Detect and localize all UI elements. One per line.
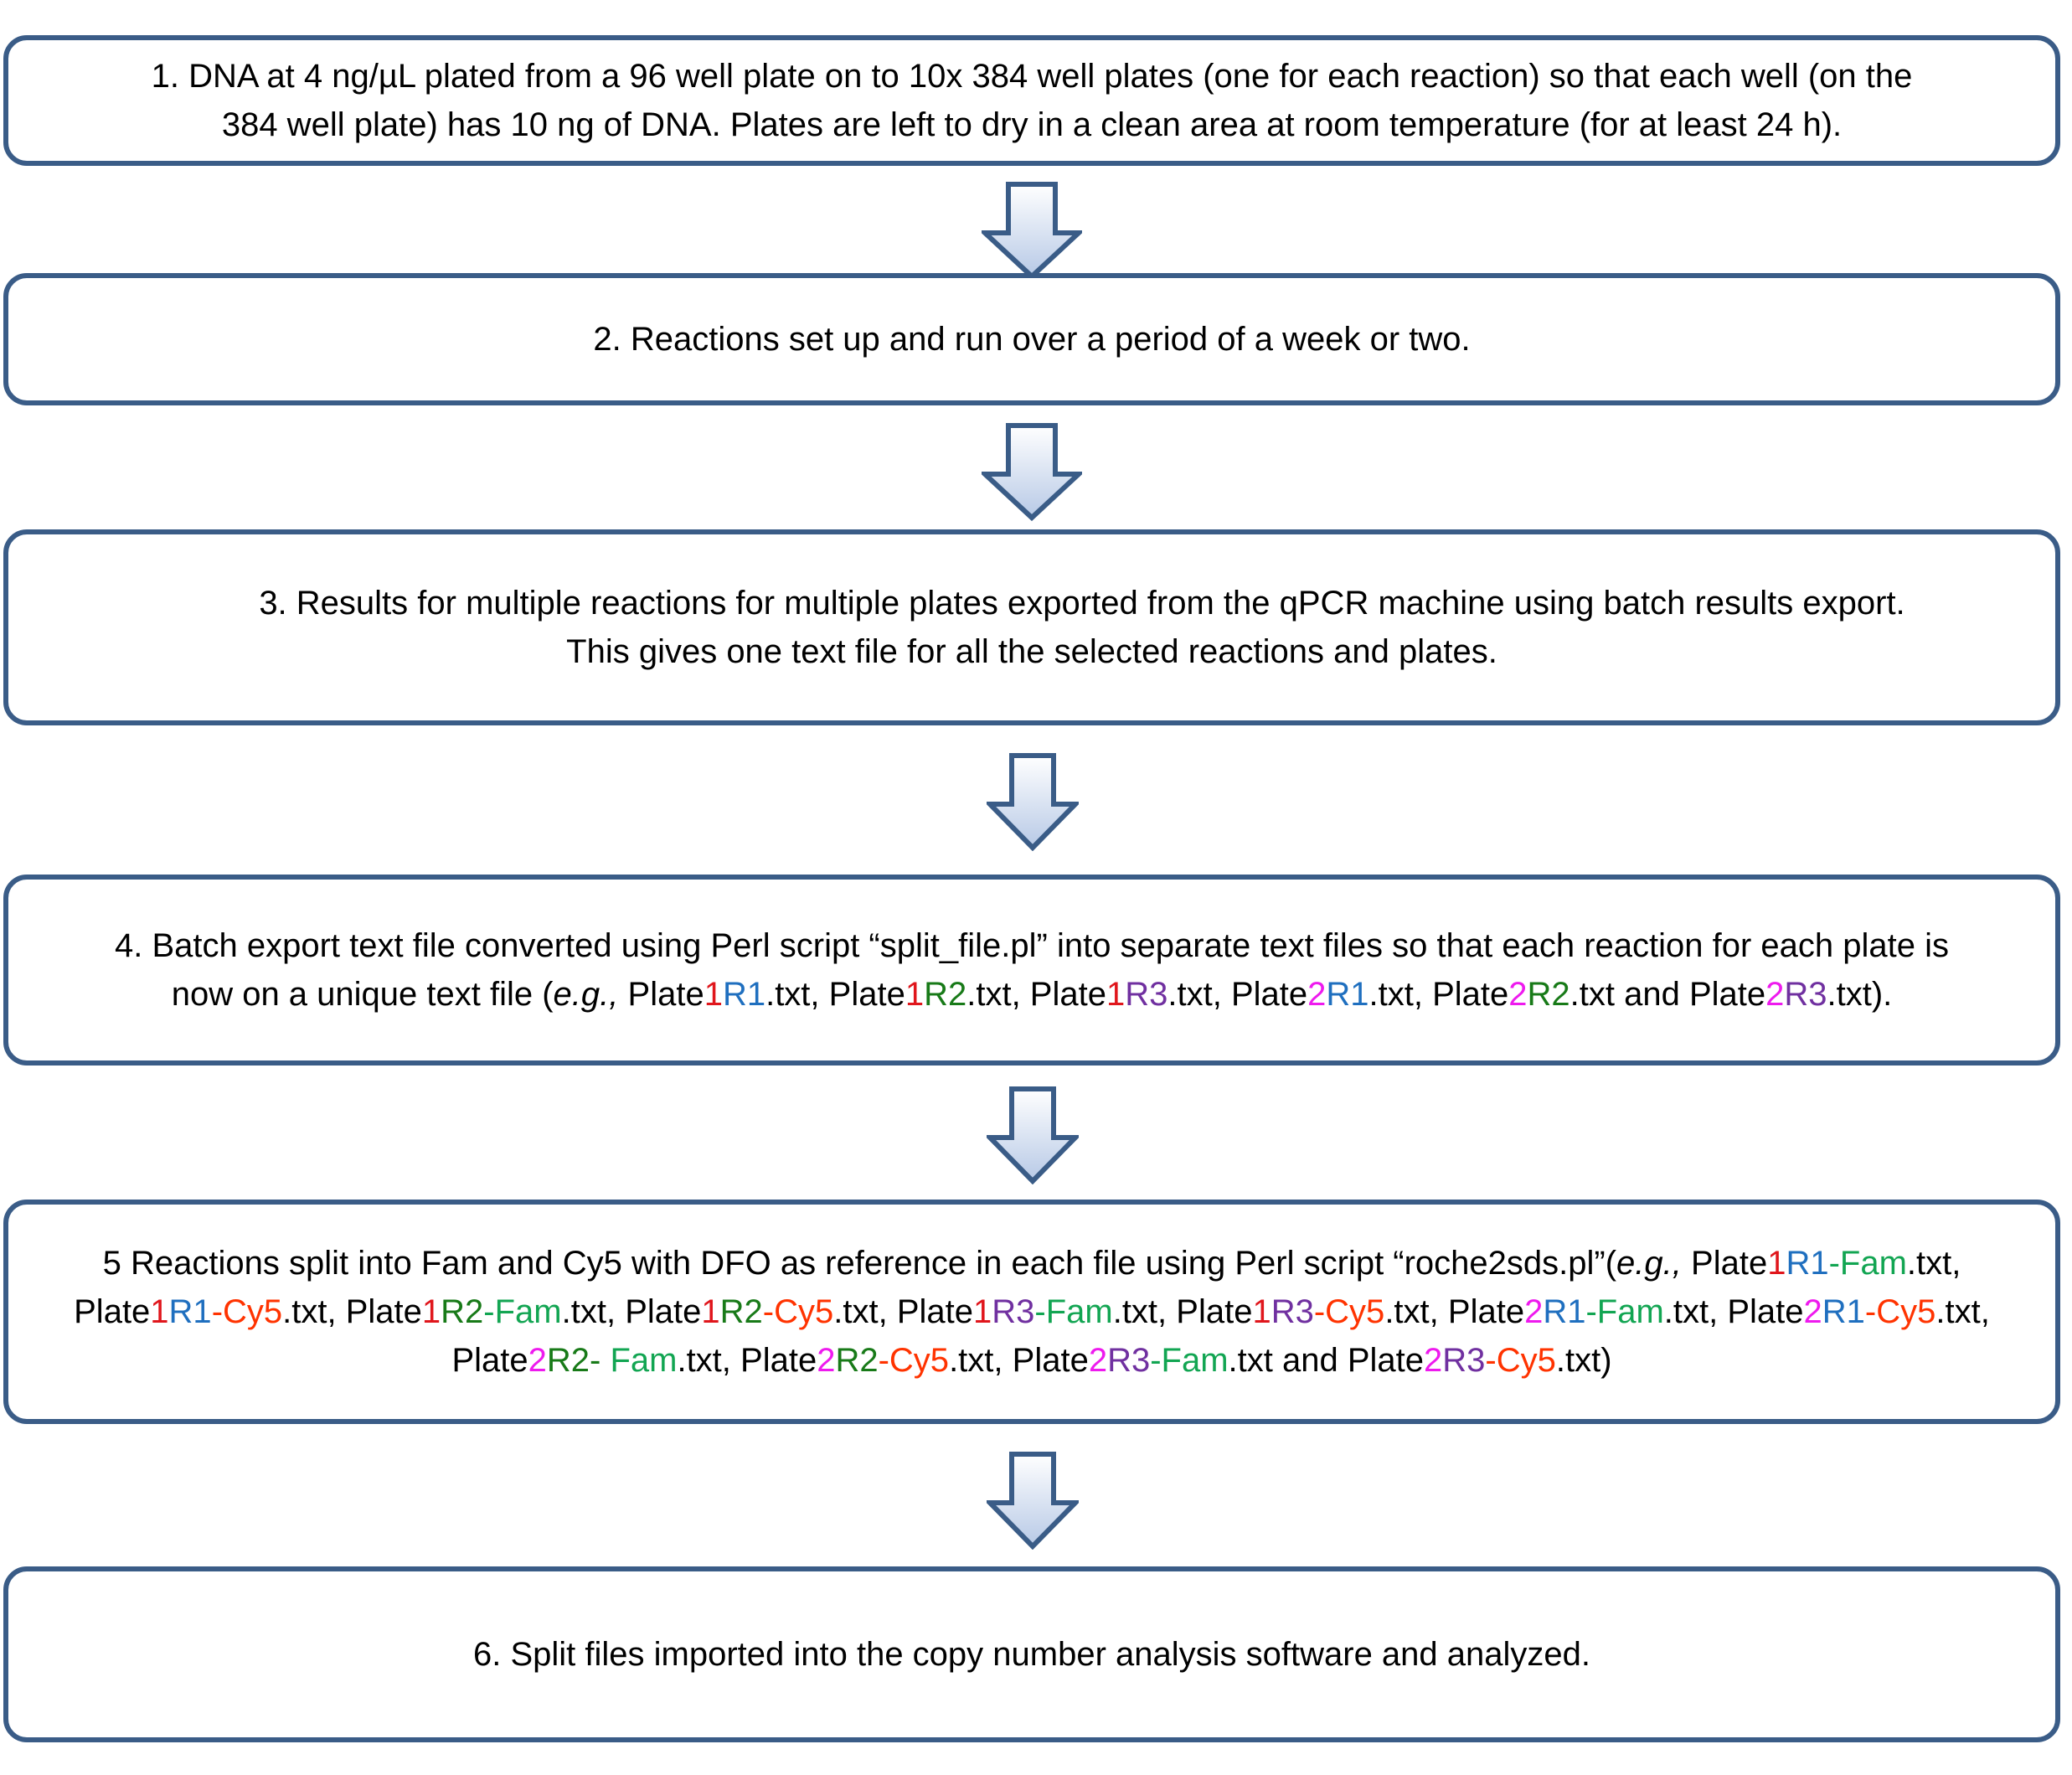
filename: Plate1R2-Fam.txt bbox=[345, 1293, 606, 1330]
filename: Plate2R1-Cy5.txt bbox=[1727, 1293, 1981, 1330]
filename: Plate2R1.txt bbox=[1230, 976, 1414, 1013]
step-2-text: 2. Reactions set up and run over a period of a week or two. bbox=[593, 321, 1471, 358]
filename: Plate1R2.txt bbox=[828, 976, 1012, 1013]
step-1-box bbox=[3, 35, 2060, 166]
down-arrow-4-icon bbox=[987, 1086, 1079, 1184]
filename: Plate2R3.txt bbox=[1688, 976, 1872, 1013]
filename: Plate1R3.txt bbox=[1029, 976, 1213, 1013]
filename: Plate2R3-Cy5.txt bbox=[1347, 1342, 1601, 1379]
filename: Plate2R2-Cy5.txt bbox=[740, 1342, 994, 1379]
down-arrow-1-icon bbox=[982, 181, 1082, 280]
filename: Plate1R3-Fam.txt bbox=[896, 1293, 1158, 1330]
step-3-text: 3. Results for multiple reactions for multiple plates exported from the qPCR machine using batch results export. This gives one text file for all the selected reactions and plates. bbox=[259, 585, 1905, 670]
filename: Plate1R1.txt bbox=[627, 976, 811, 1013]
step-4-text: 4. Batch export text file converted using Perl script “split_file.pl” into separate text files so that each reaction for each plate is now on a unique text file (e.g., Plate1R1.txt, Plate1R2.txt, Plate1R3.txt, Plate2R1.txt, Plate2R2.txt and Plate2R3.txt). bbox=[115, 927, 1949, 1013]
step-5-text: 5 Reactions split into Fam and Cy5 with DFO as reference in each file using Perl script “roche2sds.pl”(e.g., Plate1R1-Fam.txt, Plate1R1-Cy5.txt, Plate1R2-Fam.txt, Plate1R2-Cy5.txt, Plate1R3-Fam.txt, Plate1R3-Cy5.txt, Plate2R1-Fam.txt, Plate2R1-Cy5.txt, Plate2R2- Fam.txt, Plate2R2-Cy5.txt, Plate2R3-Fam.txt and Plate2R3-Cy5.txt) bbox=[74, 1245, 1990, 1379]
filename: Plate1R1-Cy5.txt bbox=[74, 1293, 327, 1330]
filename: Plate2R3-Fam.txt bbox=[1012, 1342, 1273, 1379]
step-5-box bbox=[3, 1200, 2060, 1424]
filename: Plate2R1-Fam.txt bbox=[1447, 1293, 1709, 1330]
down-arrow-3-icon bbox=[987, 752, 1079, 851]
step-1-text: 1. DNA at 4 ng/µL plated from a 96 well plate on to 10x 384 well plates (one for each reaction) so that each well (on the 384 well plate) has 10 ng of DNA. Plates are left to dry in a clean area at room temperature (for at least 24 h). bbox=[151, 58, 1913, 143]
step-6-text: 6. Split files imported into the copy number analysis software and analyzed. bbox=[472, 1636, 1591, 1673]
filename: Plate1R2-Cy5.txt bbox=[625, 1293, 879, 1330]
down-arrow-2-icon bbox=[982, 422, 1082, 521]
filename: Plate2R2.txt bbox=[1432, 976, 1615, 1013]
step-3-box bbox=[3, 529, 2060, 725]
filename: Plate1R3-Cy5.txt bbox=[1176, 1293, 1430, 1330]
filename: Plate1R1-Fam.txt bbox=[1691, 1245, 1952, 1282]
step-2-box bbox=[3, 273, 2060, 405]
step-6-box bbox=[3, 1566, 2060, 1742]
filename: Plate2R2- Fam.txt bbox=[451, 1342, 722, 1379]
step-4-box bbox=[3, 875, 2060, 1066]
down-arrow-5-icon bbox=[987, 1451, 1079, 1550]
